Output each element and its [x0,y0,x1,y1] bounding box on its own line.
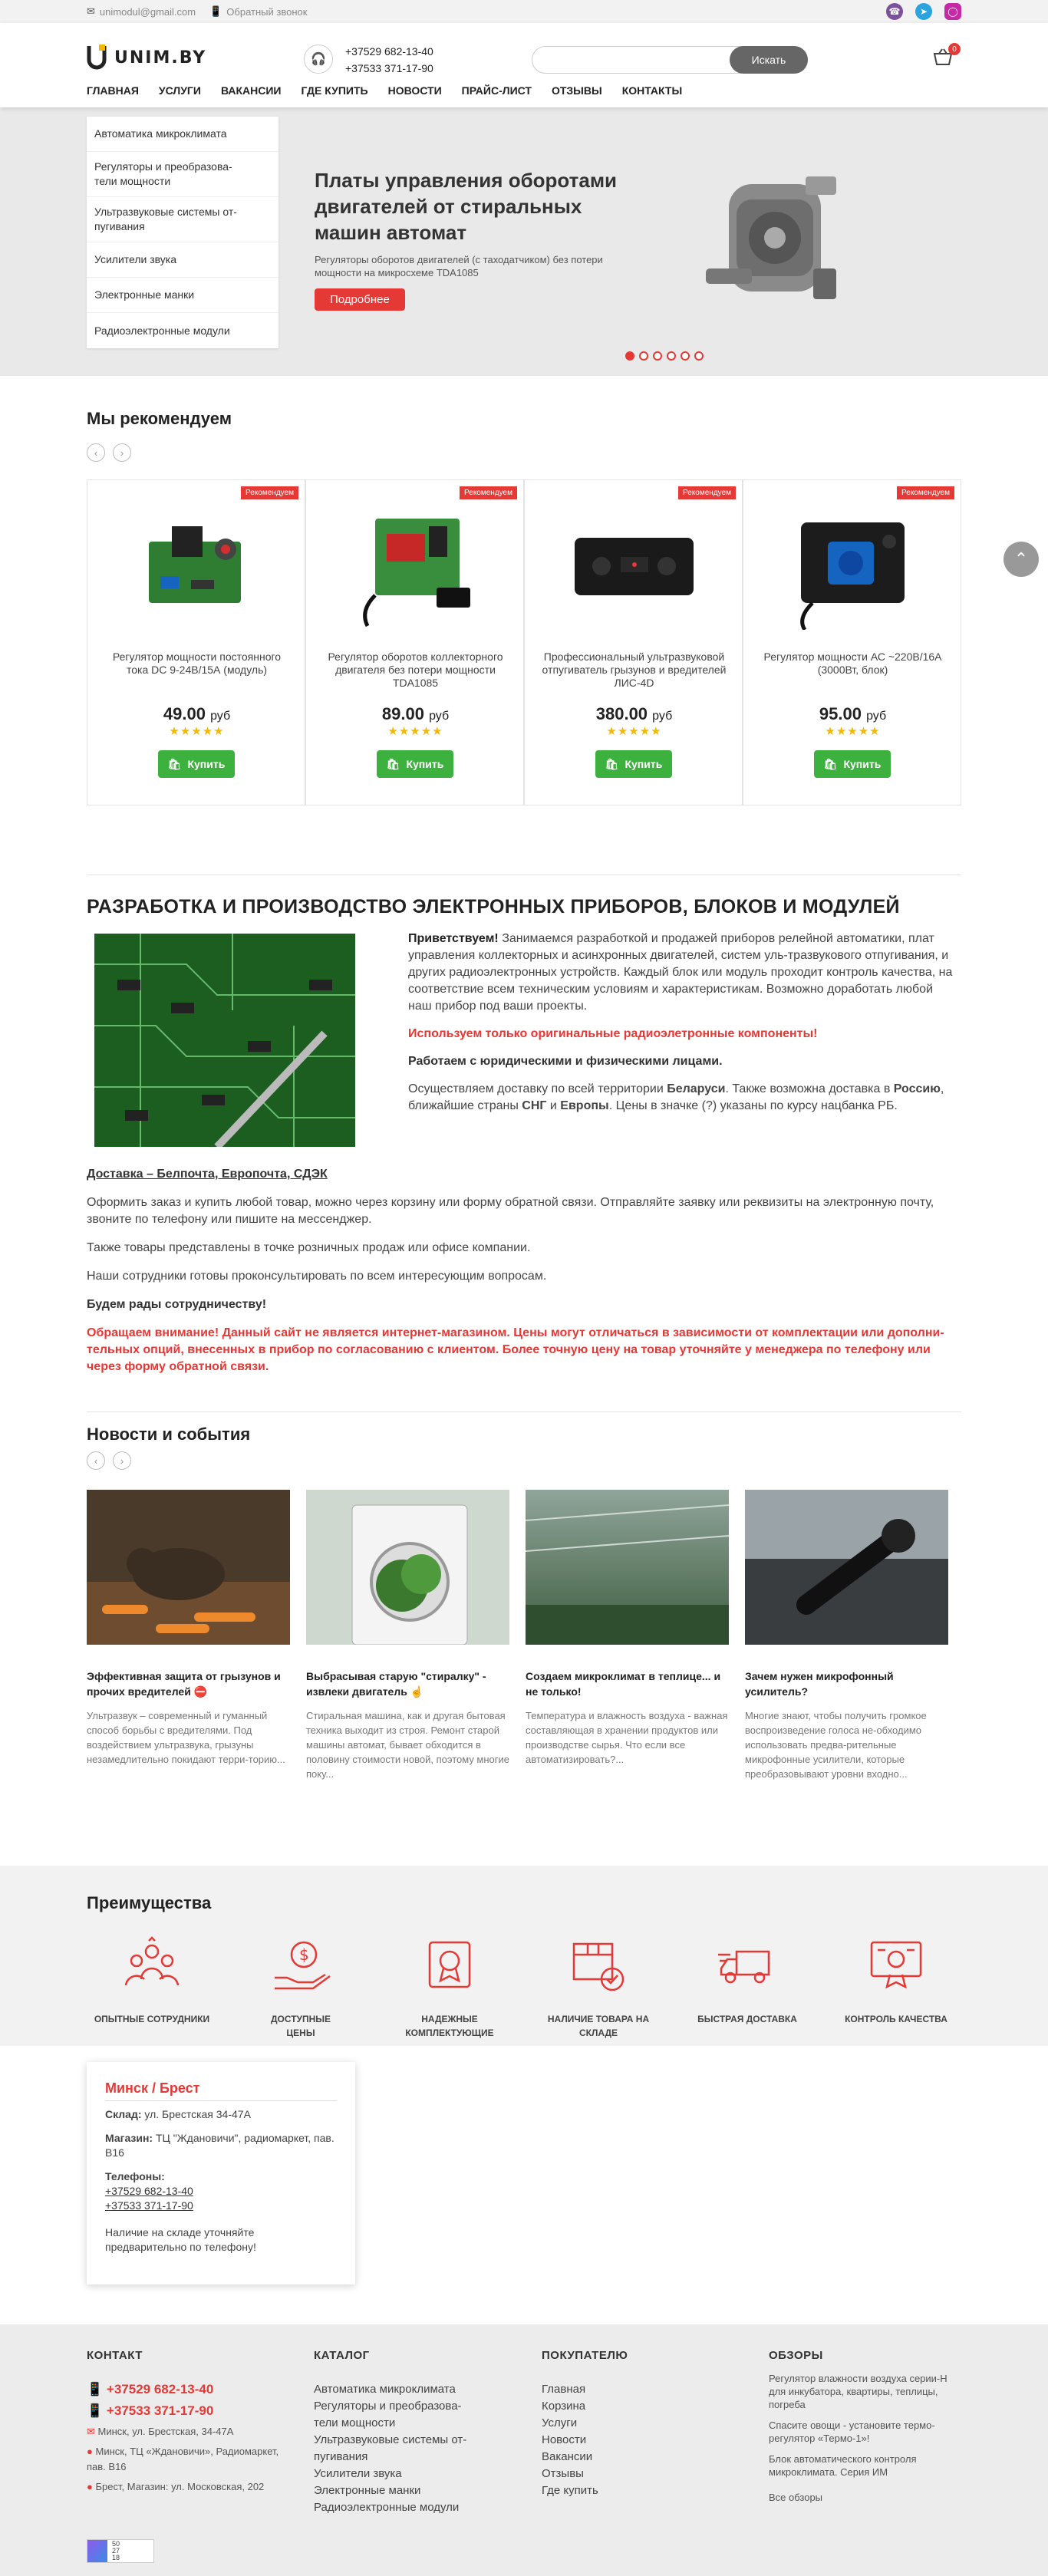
news-card-title[interactable]: Зачем нужен микрофонный усилитель? [745,1670,894,1698]
footer-catalog-link[interactable]: Радиоэлектронные модули [314,2501,460,2514]
buy-button[interactable]: 🛍 Купить [158,750,235,778]
hero-subtitle: Регуляторы оборотов двигателей (с таходатчиком) без потери мощности на микросхеме TDA1085 [315,254,603,278]
catalog-item[interactable]: Автоматика микроклимата [87,117,278,152]
catalog-menu [87,117,278,348]
cart-count-badge: 0 [948,43,961,55]
rating-stars: ★★★★★ [825,725,881,738]
bag-icon: 🛍 [167,757,182,770]
prev-arrow-icon[interactable]: ‹ [87,1451,105,1470]
product-price: 49.00 руб [163,704,231,723]
counter-value: 50 [112,2540,120,2548]
callback-link[interactable] [209,5,307,18]
product-image [126,503,268,630]
order-paragraph: Оформить заказ и купить любой товар, можно через корзину или форму обратной связи. Отправляйте заявку или реквизиты на электронную почту, звоните по телефону или пишите на мессенджер. [87,1196,934,1226]
award-icon [419,1935,480,1996]
footer-catalog-link[interactable]: Электронные манки [314,2484,421,2497]
news-card-text: Многие знают, чтобы получить громкое воспроизведение голоса не-обходимо использовать предва-рительные микрофонные усилители, которые преобразовывают уровни входно... [745,1710,927,1780]
product-price: 89.00 руб [381,704,450,723]
footer-buyer-link[interactable]: Новости [542,2433,587,2446]
product-card[interactable] [524,479,743,805]
buy-button[interactable]: 🛍 Купить [377,750,453,778]
about-full-text [87,1166,961,1387]
search-box [532,46,808,74]
recommend-badge: Рекомендуем [897,486,954,499]
footer-address-3: ● Брест, Магазин: ул. Московская, 202 [87,2481,265,2492]
prev-arrow-icon[interactable]: ‹ [87,443,105,462]
email-link[interactable] [87,5,196,18]
product-card[interactable] [743,479,961,805]
rating-stars: ★★★★★ [606,725,662,738]
warehouse-address: Склад: ул. Брестская 34-47А [105,2108,251,2120]
product-card[interactable] [305,479,524,805]
scroll-up-button[interactable] [1004,542,1039,577]
news-card-text: Температура и влажность воздуха - важная составляющая в хранении продуктов или производстве сырья. Что если все автоматизировать?... [526,1710,728,1765]
advantage-item [533,1935,664,2040]
contact-card [87,2062,355,2284]
nav-contacts[interactable]: КОНТАКТЫ [621,84,683,97]
footer-review-link[interactable]: Блок автоматического контроля микроклимата. Серия ИМ [769,2453,917,2478]
product-name[interactable]: Регулятор мощности АС ~220В/16А (3000Вт, блок) [763,651,942,676]
retail-paragraph: Также товары представлены в точке розничных продаж или офисе компании. [87,1241,531,1254]
footer-review-link[interactable]: Регулятор влажности воздуха серии-Н для инкубатора, квартиры, теплицы, погреба [769,2373,947,2410]
news-image-microphone [745,1490,948,1645]
site-header [0,23,1048,107]
product-carousel [87,479,961,805]
stock-note: Наличие на складе уточняйте предварительно по телефону! [105,2226,256,2253]
site-logo[interactable] [87,44,206,71]
footer-catalog-link[interactable]: Ультразвуковые системы от- пугивания [314,2433,467,2463]
advantage-item [384,1935,515,2040]
slider-dot[interactable] [681,351,690,361]
shop-address: Магазин: ТЦ "Ждановичи", радиомаркет, пав. В16 [105,2132,335,2159]
headset-icon: 🎧 [304,44,333,74]
advantage-label: КОНТРОЛЬ КАЧЕСТВА [845,2014,947,2024]
about-title: РАЗРАБОТКА И ПРОИЗВОДСТВО ЭЛЕКТРОННЫХ ПРИБОРОВ, БЛОКОВ И МОДУЛЕЙ [87,896,900,917]
certificate-icon [865,1935,927,1996]
slider-dots [625,351,704,361]
bag-icon: 🛍 [386,757,400,770]
product-name[interactable]: Регулятор мощности постоянного тока DC 9-24В/15А (модуль) [112,651,282,676]
nav-price-list[interactable]: ПРАЙС-ЛИСТ [461,84,532,97]
rating-stars: ★★★★★ [169,725,225,738]
slider-dot[interactable] [639,351,648,361]
footer-contact-title: КОНТАКТ [87,2349,143,2362]
phone-icon: 📱 [87,2382,104,2396]
news-title: Новости и события [87,1425,251,1444]
product-image [782,503,924,630]
counter-value: 27 [112,2547,120,2555]
counter-value: 18 [112,2554,120,2561]
footer-buyer-link[interactable]: Корзина [542,2400,586,2413]
product-name[interactable]: Профессиональный ультразвуковой отпугиватель грызунов и вредителей ЛИС-4D [542,651,727,689]
mail-icon: ✉ [87,5,95,17]
search-input[interactable] [543,53,712,64]
search-button[interactable]: Искать [730,46,808,74]
news-card-title[interactable]: Создаем микроклимат в теплице... и не только! [526,1670,721,1698]
next-arrow-icon[interactable]: › [113,1451,131,1470]
footer-catalog-link[interactable]: Регуляторы и преобразова- тели мощности [314,2400,462,2429]
motor-image [698,153,852,322]
legal-entities-note: Работаем с юридическими и физическими лицами. [408,1055,723,1068]
nav-reviews[interactable]: ОТЗЫВЫ [551,84,602,97]
advantage-item [236,1935,366,2040]
hero-more-button[interactable]: Подробнее [315,288,405,311]
product-price: 380.00 руб [595,704,673,723]
footer-buyer-link[interactable]: Услуги [542,2416,578,2429]
news-arrows [87,1451,131,1470]
cooperation-note: Будем рады сотрудничеству! [87,1298,267,1311]
product-image [563,503,705,630]
slider-dot[interactable] [625,351,634,361]
phone-icon: 📱 [87,2403,104,2418]
advantage-label: НАЛИЧИЕ ТОВАРА НА СКЛАДЕ [547,2014,650,2038]
footer-contact-column [87,2347,294,2499]
buy-button[interactable]: 🛍 Купить [595,750,672,778]
envelope-icon: ✉ [87,2426,95,2437]
contact-phone-1[interactable]: +37529 682-13-40 [105,2185,193,2197]
footer-catalog-column [314,2347,513,2516]
footer-catalog-link[interactable]: Автоматика микроклимата [314,2383,456,2396]
delivery-link[interactable]: Доставка – Белпочта, Европочта, СДЭК [87,1168,328,1181]
footer-catalog-link[interactable]: Усилители звука [314,2467,402,2480]
advantage-label: БЫСТРАЯ ДОСТАВКА [697,2014,797,2024]
news-card-title[interactable]: Эффективная защита от грызунов и прочих вредителей ⛔ [87,1670,281,1698]
nav-vacancies[interactable]: ВАКАНСИИ [220,84,282,97]
news-image-rat [87,1490,290,1645]
recommend-arrows [87,443,131,462]
footer-buyer-link[interactable]: Отзывы [542,2467,584,2480]
nav-where-to-buy[interactable]: ГДЕ КУПИТЬ [301,84,368,97]
map-pin-icon: ● [87,2446,93,2457]
money-hand-icon [270,1935,331,1996]
product-name[interactable]: Регулятор оборотов коллекторного двигателя без потери мощности TDA1085 [328,651,503,689]
footer-buyer-column [542,2347,718,2499]
rating-stars: ★★★★★ [387,725,443,738]
slider-dot[interactable] [653,351,662,361]
header-phone-1[interactable]: +37529 682-13-40 [345,45,433,58]
recommend-badge: Рекомендуем [460,486,517,499]
telegram-icon[interactable]: ➤ [915,3,932,20]
advantages-list [87,1935,961,2040]
news-card[interactable] [87,1490,290,1781]
advantage-label: ОПЫТНЫЕ СОТРУДНИКИ [94,2014,210,2024]
about-paragraph-1: Приветствуем! Занимаемся разработкой и продажей приборов релейной автоматики, плат управления коллекторных и асинхронных двигателей, систем уль-тразвукового отпугивания, и других радиоэлектронных устройств. Каждый блок или модуль проходит контроль качества, на соответствие всем техническим условиям и характеристикам. Возможно доработать любой наш прибор под ваши проекты. [408,932,953,1013]
email-text: unimodul@gmail.com [99,5,196,18]
box-check-icon [568,1935,629,1996]
contact-phone-2[interactable]: +37533 371-17-90 [105,2199,193,2212]
footer-catalog-title: КАТАЛОГ [314,2349,370,2362]
product-card[interactable] [87,479,305,805]
footer-reviews-title: ОБЗОРЫ [769,2349,823,2362]
bag-icon: 🛍 [823,757,838,770]
news-image-washing-machine [306,1490,509,1645]
contact-phones: Телефоны: +37529 682-13-40 +37533 371-17-90 [105,2169,337,2213]
consult-paragraph: Наши сотрудники готовы проконсультировать по всем интересующим вопросам. [87,1270,547,1283]
visitor-counter[interactable] [87,2539,154,2563]
about-text [408,931,954,1125]
truck-icon [717,1935,778,1996]
advantage-item [682,1935,812,2040]
footer-address-2: ● Минск, ТЦ «Ждановичи», Радиомаркет, пав. В16 [87,2446,279,2472]
callback-text: Обратный звонок [226,5,308,18]
footer-buyer-link[interactable]: Где купить [542,2484,598,2497]
logo-text: UNIM.BY [114,48,207,68]
catalog-item[interactable]: Усилители звука [87,242,278,278]
recommend-badge: Рекомендуем [678,486,736,499]
advantages-title: Преимущества [87,1893,212,1912]
top-bar [0,0,1048,23]
news-card[interactable] [526,1490,729,1781]
disclaimer-note: Обращаем внимание! Данный сайт не является интернет-магазином. Цены могут отличаться в зависимости от комплектации или дополни-тельных опций, внесенных в прибор по согласованию с клиентом. Более точную цену на товар уточняйте у менеджера по телефону или через форму обратной связи. [87,1326,944,1373]
next-arrow-icon[interactable]: › [113,443,131,462]
cart-button[interactable] [933,44,957,71]
footer-phone-2[interactable]: 📱 +37533 371-17-90 [87,2403,214,2418]
map-pin-icon: ● [87,2481,93,2492]
all-reviews-link[interactable]: Все обзоры [769,2492,823,2503]
footer-address-1: ✉ Минск, ул. Брестская, 34-47А [87,2426,234,2437]
advantage-item [831,1935,961,2040]
hero-title: Платы управления оборотами двигателей от стиральных машин автомат [315,169,618,244]
instagram-icon[interactable]: ◯ [944,3,961,20]
logo-u-icon [87,44,107,71]
footer-reviews-column [769,2347,961,2512]
about-paragraph-delivery: Осуществляем доставку по всей территории Беларуси. Также возможна доставка в Россию, ближайшие страны СНГ и Европы. Цены в значке (?) указаны по курсу нацбанка РБ. [408,1082,944,1112]
nav-home[interactable]: ГЛАВНАЯ [87,84,139,97]
circuit-board-image [94,934,355,1147]
news-card-text: Стиральная машина, как и другая бытовая техника выходит из строя. Ремонт старой машины автомат, бывает обходится в половину стоимости новой, поэтому многие поку... [306,1710,510,1780]
news-card-text: Ультразвук – современный и гуманный способ борьбы с вредителями. Под воздействием ультразвука, грызуны незамедлительно покидают терри-торию... [87,1710,285,1765]
advantage-label: ДОСТУПНЫЕ ЦЕНЫ [270,2014,331,2038]
contact-city: Минск / Брест [105,2081,337,2101]
original-components-note: Используем только оригинальные радиоэлетронные компоненты! [408,1027,818,1040]
footer-review-link[interactable]: Спасите овощи - установите термо-регулятор «Термо-1»! [769,2420,935,2444]
nav-news[interactable]: НОВОСТИ [387,84,442,97]
advantage-item [87,1935,217,2040]
news-card[interactable] [306,1490,509,1781]
nav-services[interactable]: УСЛУГИ [158,84,201,97]
slider-dot[interactable] [694,351,704,361]
team-icon [121,1935,183,1996]
news-card-title[interactable]: Выбрасывая старую "стиралку" - извлеки двигатель ☝ [306,1670,486,1698]
slider-dot[interactable] [667,351,676,361]
counter-logo-icon [87,2540,107,2562]
footer-phone-1[interactable]: 📱 +37529 682-13-40 [87,2382,214,2396]
bag-icon: 🛍 [605,757,619,770]
mobile-phone-icon: 📱 [209,5,222,17]
counter-values [112,2541,120,2561]
recommend-title: Мы рекомендуем [87,409,232,428]
buy-button[interactable]: 🛍 Купить [814,750,891,778]
news-list [87,1490,961,1781]
news-card[interactable] [745,1490,948,1781]
footer-buyer-link[interactable]: Вакансии [542,2450,593,2463]
main-nav [87,84,682,97]
header-phones [345,43,433,77]
viber-icon[interactable]: ☎ [886,3,903,20]
catalog-item[interactable]: Ультразвуковые системы от- пугивания [87,197,278,242]
product-price: 95.00 руб [819,704,887,723]
chevron-up-icon: ⌃ [1013,549,1029,568]
catalog-item[interactable]: Электронные манки [87,278,278,313]
footer-buyer-title: ПОКУПАТЕЛЮ [542,2349,628,2362]
header-phone-2[interactable]: +37533 371-17-90 [345,62,433,74]
footer-buyer-link[interactable]: Главная [542,2383,586,2396]
catalog-item[interactable]: Регуляторы и преобразова- тели мощности [87,152,278,197]
social-links [886,3,961,20]
recommend-badge: Рекомендуем [241,486,298,499]
news-image-greenhouse [526,1490,729,1645]
svg-text:$: $ [299,1945,309,1964]
product-image [344,503,486,630]
advantage-label: НАДЕЖНЫЕ КОМПЛЕКТУЮЩИЕ [405,2014,494,2038]
catalog-item[interactable]: Радиоэлектронные модули [94,324,230,337]
